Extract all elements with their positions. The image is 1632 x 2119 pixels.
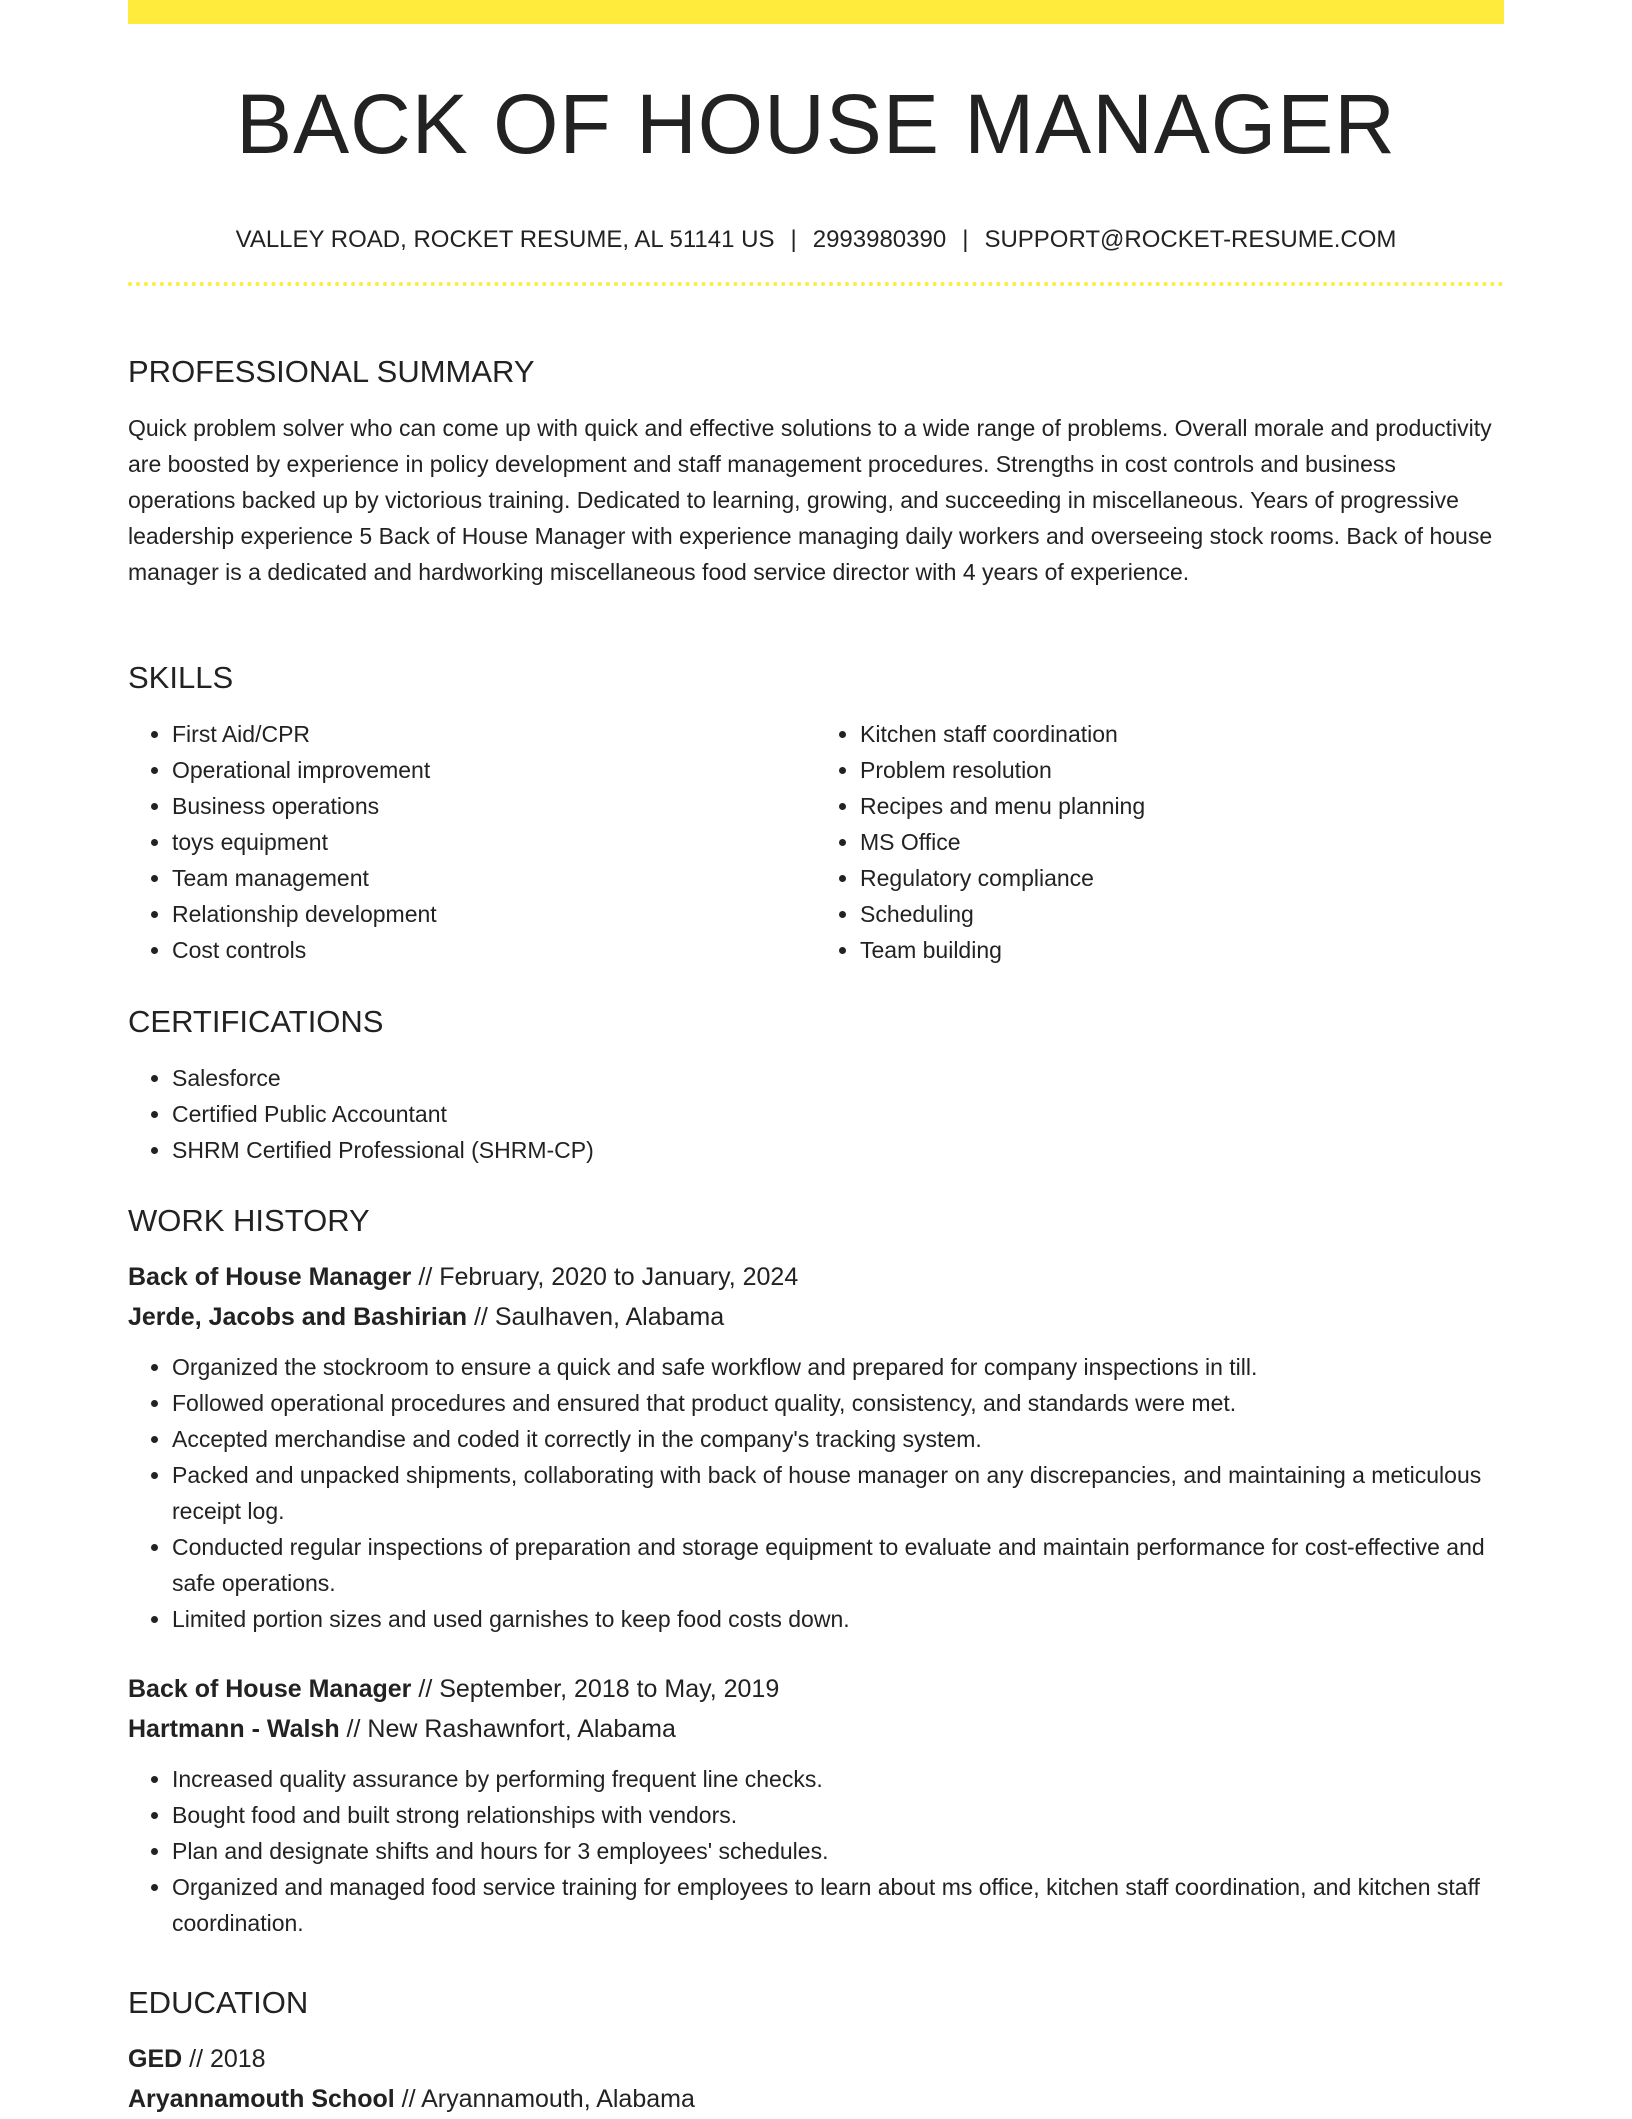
contact-phone: 2993980390 [812,226,947,253]
summary-text: Quick problem solver who can come up with quick and effective solutions to a wide range of problems. Overall morale and productivity are boosted by experience in policy development and staff management procedures. Strengths in cost controls and business operations backed up by victorious training. Dedicated to learning, growing, and succeeding in miscellaneous. Years of progressive leadership experience 5 Back of House Manager with experience managing daily workers and overseeing stock rooms. Back of house manager is a dedicated and hardworking miscellaneous food service director with 4 years of experience. [128,415,1493,585]
job-bullet: • Conducted regular inspections of preparation and storage equipment to evaluate and maintain performance for cost-effective and safe operations. [172,1529,1504,1601]
section-heading-skills: SKILLS [128,660,234,695]
job-bullet: • Packed and unpacked shipments, collaborating with back of house manager on any discrepancies, and maintaining a meticulous receipt log. [172,1457,1504,1529]
education-degree: GED [128,2045,183,2073]
work-history-section [128,1205,1504,1941]
job-bullet: • Limited portion sizes and used garnishes to keep food costs down. [172,1601,1504,1637]
certification-item: • Certified Public Accountant [172,1096,1504,1132]
skill-item: • Problem resolution [860,752,1504,788]
education-school-line [128,2079,1504,2119]
education-year: // 2018 [182,2045,266,2073]
contact-line [128,228,1504,252]
skills-columns [128,716,1504,968]
job-company: Hartmann - Walsh [128,1715,340,1743]
header-divider [128,282,1504,286]
section-heading-work: WORK HISTORY [128,1203,370,1238]
job-company-line [128,1709,1504,1749]
certification-item: • Salesforce [172,1060,1504,1096]
job-dates: // September, 2018 to May, 2019 [411,1675,780,1703]
skill-item: • Operational improvement [172,752,816,788]
education-section [128,1987,1504,2119]
job-company-line [128,1297,1504,1337]
section-heading-certifications: CERTIFICATIONS [128,1004,384,1039]
education-entry [128,2039,1504,2119]
contact-separator: | [790,226,797,253]
job-title-line [128,1257,1504,1297]
education-location: // Aryannamouth, Alabama [394,2085,695,2113]
skill-item: • toys equipment [172,824,816,860]
job-bullet: • Followed operational procedures and ensured that product quality, consistency, and standards were met. [172,1385,1504,1421]
section-heading-summary: PROFESSIONAL SUMMARY [128,354,535,389]
skill-item: • Team management [172,860,816,896]
contact-separator: | [962,226,969,253]
contact-email: SUPPORT@ROCKET-RESUME.COM [984,226,1397,253]
job-location: // Saulhaven, Alabama [467,1303,725,1331]
certification-item: • SHRM Certified Professional (SHRM-CP) [172,1132,1504,1168]
job-bullet: • Bought food and built strong relationships with vendors. [172,1797,1504,1833]
top-accent-bar [128,0,1504,24]
skill-item: • Relationship development [172,896,816,932]
skills-section [128,662,1504,968]
skill-item: • MS Office [860,824,1504,860]
job-bullet: • Accepted merchandise and coded it correctly in the company's tracking system. [172,1421,1504,1457]
job-bullet: • Organized the stockroom to ensure a quick and safe workflow and prepared for company inspections in till. [172,1349,1504,1385]
job-bullets [128,1761,1504,1941]
job-bullet: • Increased quality assurance by performing frequent line checks. [172,1761,1504,1797]
job-title-line [128,1669,1504,1709]
skill-item: • Recipes and menu planning [860,788,1504,824]
skill-item: • Scheduling [860,896,1504,932]
skill-item: • Cost controls [172,932,816,968]
job-bullet: • Plan and designate shifts and hours for 3 employees' schedules. [172,1833,1504,1869]
skill-item: • First Aid/CPR [172,716,816,752]
section-heading-education: EDUCATION [128,1985,309,2020]
job-title: Back of House Manager [128,1263,412,1291]
job-company: Jerde, Jacobs and Bashirian [128,1303,468,1331]
summary-section [128,356,1504,590]
job-bullet: • Organized and managed food service training for employees to learn about ms office, kitchen staff coordination, and kitchen staff coordination. [172,1869,1504,1941]
job-entry [128,1669,1504,1941]
education-school: Aryannamouth School [128,2085,395,2113]
skill-item: • Kitchen staff coordination [860,716,1504,752]
resume-content [128,0,1504,2113]
resume-name: BACK OF HOUSE MANAGER [236,77,1396,171]
job-dates: // February, 2020 to January, 2024 [411,1263,799,1291]
contact-address: VALLEY ROAD, ROCKET RESUME, AL 51141 US [235,226,775,253]
skill-item: • Business operations [172,788,816,824]
certifications-list [128,1060,1504,1168]
job-title: Back of House Manager [128,1675,412,1703]
education-degree-line [128,2039,1504,2079]
job-entry [128,1257,1504,1637]
skills-list-left [128,716,816,968]
skill-item: • Team building [860,932,1504,968]
job-location: // New Rashawnfort, Alabama [339,1715,676,1743]
certifications-section [128,1006,1504,1168]
job-bullets [128,1349,1504,1637]
skill-item: • Regulatory compliance [860,860,1504,896]
skills-list-right [816,716,1504,968]
